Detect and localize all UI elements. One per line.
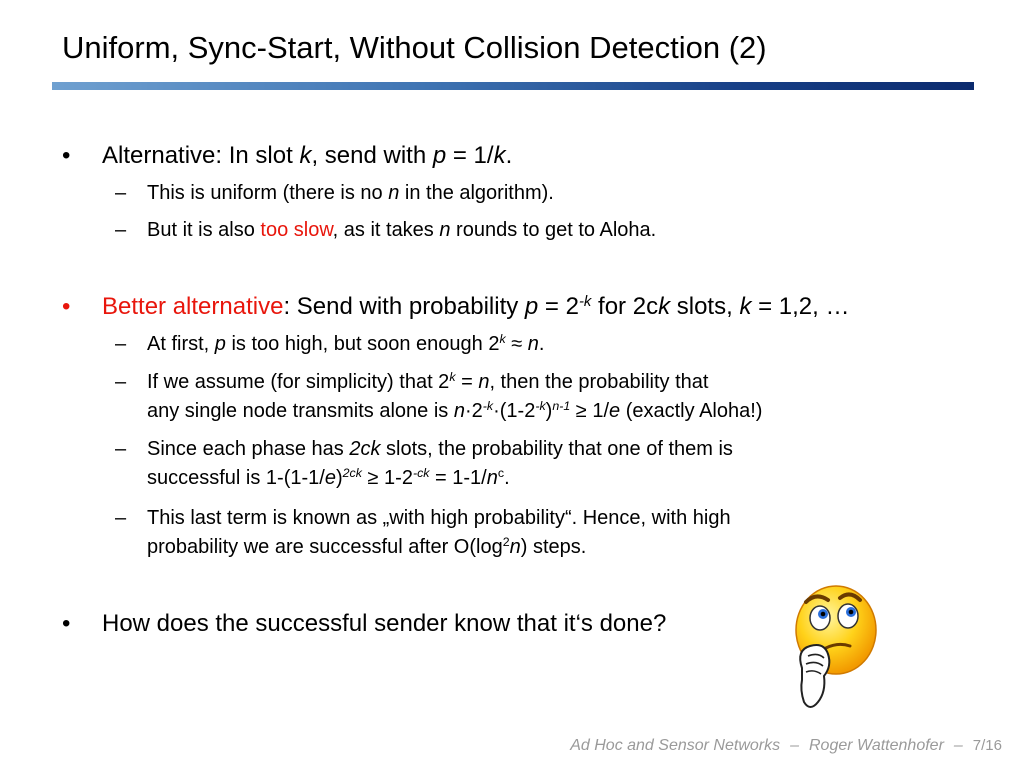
subbullet-text: At first, p is too high, but soon enough $2^k \approx n$. bbox=[147, 332, 545, 355]
title-underline-bar bbox=[52, 82, 974, 90]
footer-separator: – bbox=[953, 737, 963, 754]
thinking-face-icon bbox=[788, 580, 888, 720]
slide-title: Uniform, Sync-Start, Without Collision Detection (2) bbox=[62, 30, 767, 65]
footer-separator: – bbox=[790, 737, 799, 754]
page-number: 7/16 bbox=[972, 737, 1002, 754]
subbullet-text: This is uniform (there is no n in the algorithm). bbox=[147, 182, 554, 204]
bullet-text: How does the successful sender know that it‘s done? bbox=[102, 610, 667, 637]
subbullet-text: If we assume (for simplicity) that $2^k = n$, then the probability that any single node transmits alone is $n\cdot 2^{-k}\cdot(1-2^{-k})^{n-1} \ge 1/e$ (exactly Aloha!) bbox=[147, 370, 763, 422]
slide-footer bbox=[570, 737, 1002, 755]
subbullet-text: But it is also too slow, as it takes n rounds to get to Aloha. bbox=[147, 219, 657, 241]
subbullet-text: This last term is known as „with high probability“. Hence, with high probability we are successful after $O(\log^2n)$ steps. bbox=[147, 507, 731, 558]
bullet-glyph: • bbox=[62, 610, 71, 637]
bullet-glyph: • bbox=[62, 293, 71, 320]
dash-glyph: – bbox=[115, 182, 127, 204]
subbullet-text: Since each phase has 2ck slots, the probability that one of them is successful is $1-(1-1/e)^{2ck} \ge 1-2^{-ck} = 1-1/n^c$. bbox=[147, 438, 733, 489]
bullet-text: Alternative: In slot k, send with p = 1/k. bbox=[102, 142, 513, 169]
footer-course: Ad Hoc and Sensor Networks bbox=[570, 737, 781, 754]
dash-glyph: – bbox=[115, 219, 127, 241]
dash-glyph: – bbox=[115, 507, 127, 529]
bullet-glyph: • bbox=[62, 142, 71, 169]
dash-glyph: – bbox=[115, 438, 127, 460]
dash-glyph: – bbox=[115, 333, 127, 355]
footer-author: Roger Wattenhofer bbox=[809, 737, 944, 754]
dash-glyph: – bbox=[115, 371, 127, 393]
bullet-text: Better alternative: Send with probability $p = 2^{-k}$ for 2ck slots, k = 1,2, … bbox=[102, 293, 850, 320]
